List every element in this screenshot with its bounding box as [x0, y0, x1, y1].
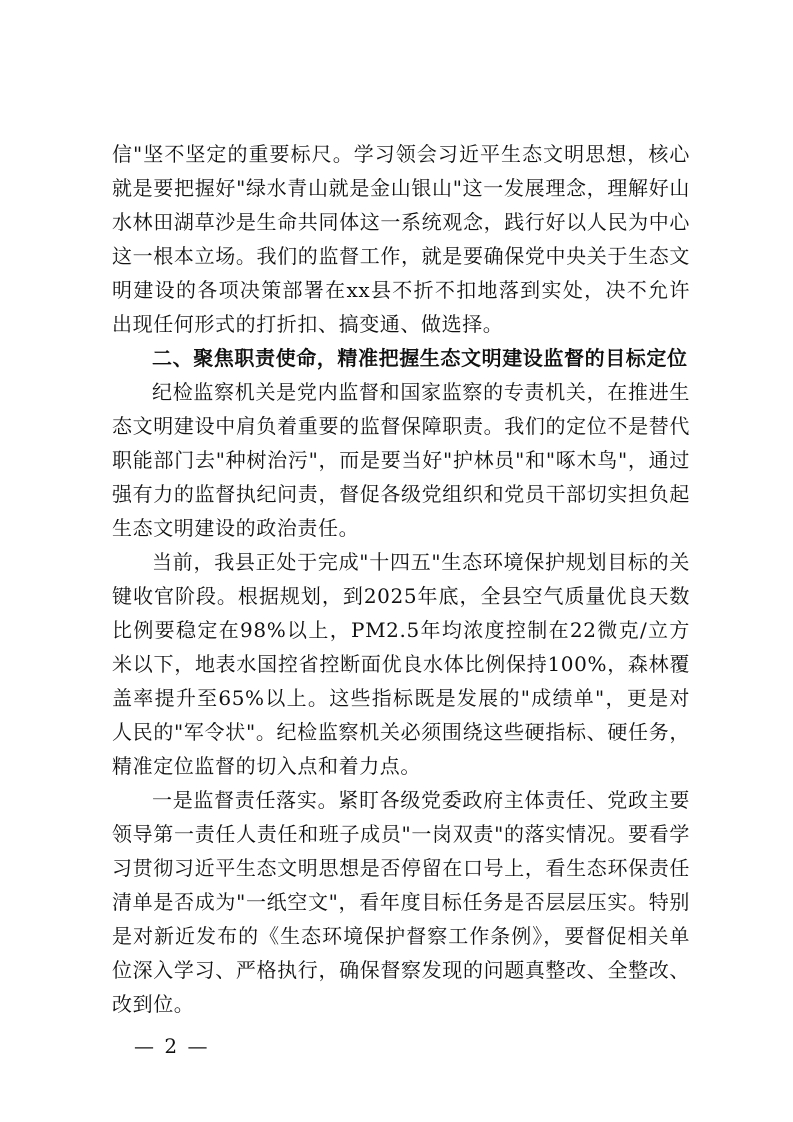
- section-heading: 二、聚焦职责使命，精准把握生态文明建设监督的目标定位: [152, 346, 688, 370]
- paragraph-role-positioning: 纪检监察机关是党内监督和国家监察的专责机关，在推进生态文明建设中肩负着重要的监督保障职责。我们的定位不是替代职能部门去"种树治污"，而是要当好"护林员"和"啄木鸟"，通过强有力的监督执纪问责，督促各级党组织和党员干部切实担负起生态文明建设的政治责任。: [112, 380, 690, 540]
- paragraph-continuation: 信"坚不坚定的重要标尺。学习领会习近平生态文明思想，核心就是要把握好"绿水青山就是金山银山"这一发展理念，理解好山水林田湖草沙是生命共同体这一系统观念，践行好以人民为中心这一根本立场。我们的监督工作，就是要确保党中央关于生态文明建设的各项决策部署在xx县不折不扣地落到实处，决不允许出现任何形式的打折扣、搞变通、做选择。: [112, 142, 690, 336]
- paragraph-targets: 当前，我县正处于完成"十四五"生态环境保护规划目标的关键收官阶段。根据规划，到2025年底，全县空气质量优良天数比例要稳定在98%以上，PM2.5年均浓度控制在22微克/立方米以下，地表水国控省控断面优良水体比例保持100%，森林覆盖率提升至65%以上。这些指标既是发展的"成绩单"，更是对人民的"军令状"。纪检监察机关必须围绕这些硬指标、硬任务，精准定位监督的切入点和着力点。: [112, 550, 690, 778]
- page-number: — 2 —: [134, 1034, 210, 1058]
- document-body: [112, 137, 690, 1021]
- paragraph-responsibility-supervision: 一是监督责任落实。紧盯各级党委政府主体责任、党政主要领导第一责任人责任和班子成员"一岗双责"的落实情况。要看学习贯彻习近平生态文明思想是否停留在口号上，看生态环保责任清单是否成为"一纸空文"，看年度目标任务是否层层压实。特别是对新近发布的《生态环境保护督察工作条例》，要督促相关单位深入学习、严格执行，确保督察发现的问题真整改、全整改、改到位。: [112, 788, 690, 1016]
